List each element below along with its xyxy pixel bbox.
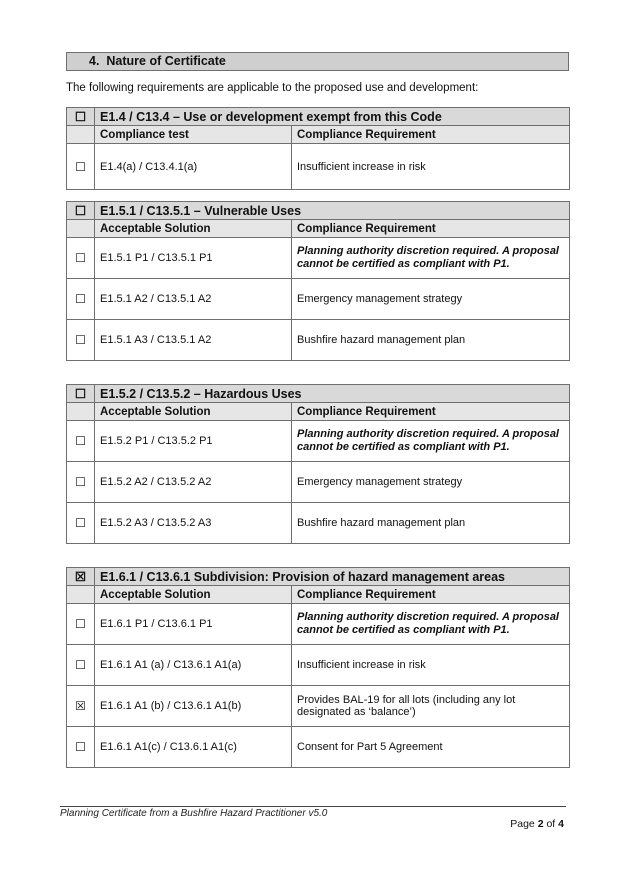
clause-cell: E1.6.1 A1(c) / C13.6.1 A1(c) [95,727,292,768]
table-row [67,727,570,768]
requirement-text: Bushfire hazard management plan [297,517,466,529]
checkbox[interactable]: ☐ [67,604,95,645]
checkbox[interactable]: ☐ [67,108,95,126]
table-header-row [67,403,570,421]
checkbox[interactable]: ☐ [67,462,95,503]
checkbox[interactable]: ☐ [67,320,95,361]
clause-cell: E1.5.1 A3 / C13.5.1 A2 [95,320,292,361]
page-current: 2 [537,818,544,830]
column-header: Compliance Requirement [292,220,570,238]
table-title: E1.5.1 / C13.5.1 – Vulnerable Uses [95,202,570,220]
requirement-cell [292,462,570,503]
intro-text: The following requirements are applicable to the proposed use and development: [66,82,479,94]
section-number: 4. [89,54,100,68]
page-total: 4 [558,818,564,830]
header-spacer [67,220,95,238]
clause-cell: E1.5.2 A3 / C13.5.2 A3 [95,503,292,544]
table-row [67,686,570,727]
checkbox[interactable]: ☐ [67,421,95,462]
checkbox[interactable]: ☐ [67,385,95,403]
table-row [67,503,570,544]
requirement-cell [292,144,570,190]
clause-cell: E1.5.1 P1 / C13.5.1 P1 [95,238,292,279]
table-row [67,238,570,279]
requirement-cell [292,421,570,462]
column-header: Acceptable Solution [95,403,292,421]
requirement-cell [292,604,570,645]
requirement-cell [292,686,570,727]
clause-cell: E1.4(a) / C13.4.1(a) [95,144,292,190]
header-spacer [67,403,95,421]
clause-cell: E1.5.2 P1 / C13.5.2 P1 [95,421,292,462]
requirements-table [66,384,570,544]
requirement-cell [292,320,570,361]
clause-cell: E1.6.1 A1 (a) / C13.6.1 A1(a) [95,645,292,686]
page-of: of [546,818,556,830]
table-header-row [67,220,570,238]
checkbox[interactable]: ☒ [67,568,95,586]
footer-divider [60,806,566,807]
header-spacer [67,586,95,604]
table-row [67,279,570,320]
table-title-row [67,568,570,586]
requirement-cell [292,503,570,544]
column-header: Acceptable Solution [95,220,292,238]
checkbox[interactable]: ☐ [67,279,95,320]
requirement-text: Planning authority discretion required. A proposal cannot be certified as compliant with P1. [297,611,559,636]
section-title: Nature of Certificate [106,54,226,68]
requirement-text: Emergency management strategy [297,476,463,488]
table-row [67,421,570,462]
checkbox[interactable]: ☐ [67,202,95,220]
table-title-row [67,202,570,220]
requirement-cell [292,279,570,320]
requirement-cell [292,645,570,686]
clause-cell: E1.5.2 A2 / C13.5.2 A2 [95,462,292,503]
checkbox[interactable]: ☐ [67,238,95,279]
clause-cell: E1.6.1 P1 / C13.6.1 P1 [95,604,292,645]
clause-cell: E1.6.1 A1 (b) / C13.6.1 A1(b) [95,686,292,727]
column-header: Compliance Requirement [292,126,570,144]
requirements-table [66,567,570,768]
table-title-row [67,385,570,403]
requirements-table [66,107,570,190]
table-row [67,144,570,190]
requirement-text: Planning authority discretion required. A proposal cannot be certified as compliant with P1. [297,245,559,270]
page-number [510,818,564,830]
table-title: E1.6.1 / C13.6.1 Subdivision: Provision of hazard management areas [95,568,570,586]
requirement-text: Insufficient increase in risk [297,659,426,671]
table-title: E1.4 / C13.4 – Use or development exempt from this Code [95,108,570,126]
footer-text: Planning Certificate from a Bushfire Hazard Practitioner v5.0 [60,808,328,819]
clause-cell: E1.5.1 A2 / C13.5.1 A2 [95,279,292,320]
checkbox[interactable]: ☒ [67,686,95,727]
checkbox[interactable]: ☐ [67,727,95,768]
requirement-text: Insufficient increase in risk [297,160,426,173]
requirement-cell [292,727,570,768]
page-label: Page [510,818,535,830]
table-header-row [67,586,570,604]
table-title-row [67,108,570,126]
table-title: E1.5.2 / C13.5.2 – Hazardous Uses [95,385,570,403]
requirement-text: Bushfire hazard management plan [297,334,466,346]
checkbox[interactable]: ☐ [67,503,95,544]
checkbox[interactable]: ☐ [67,645,95,686]
checkbox[interactable]: ☐ [67,144,95,190]
requirement-cell [292,238,570,279]
table-row [67,604,570,645]
table-row [67,320,570,361]
header-spacer [67,126,95,144]
column-header: Acceptable Solution [95,586,292,604]
requirements-table [66,201,570,361]
requirement-text: Emergency management strategy [297,293,463,305]
column-header: Compliance Requirement [292,586,570,604]
requirement-text: Consent for Part 5 Agreement [297,741,443,753]
table-row [67,462,570,503]
table-row [67,645,570,686]
requirement-text: Planning authority discretion required. A proposal cannot be certified as compliant with P1. [297,428,559,453]
column-header: Compliance test [95,126,292,144]
section-heading [66,52,569,71]
column-header: Compliance Requirement [292,403,570,421]
requirement-text: Provides BAL-19 for all lots (including any lot designated as ‘balance’) [297,694,516,718]
table-header-row [67,126,570,144]
